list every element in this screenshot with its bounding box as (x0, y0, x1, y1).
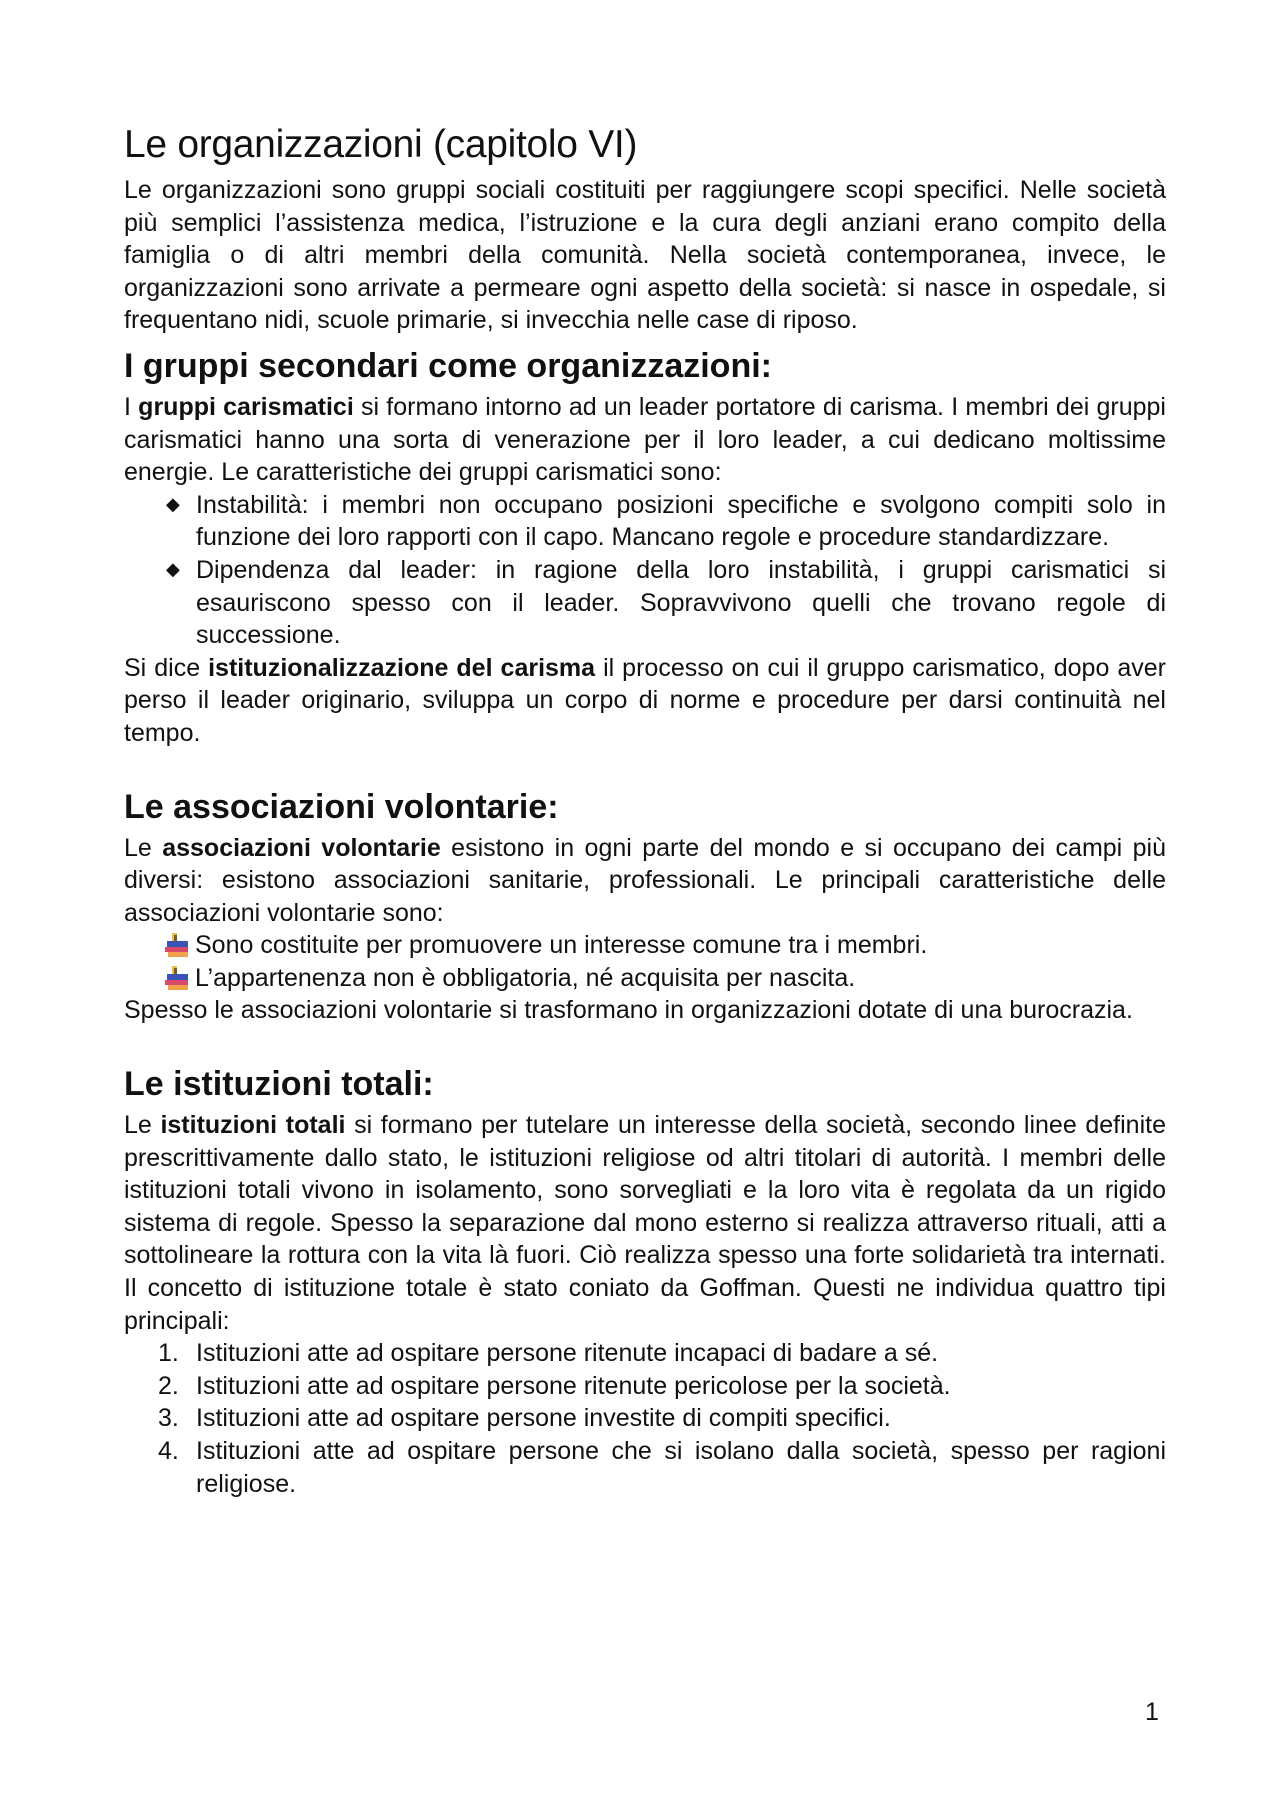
associazioni-paragraph: Le associazioni volontarie esistono in ogni parte del mondo e si occupano dei campi più diversi: esistono associazioni sanitarie, professionali. Le principali caratteristiche delle associazioni volontarie sono: (124, 833, 1166, 927)
list-item: Sono costituite per promuovere un interesse comune tra i membri. (195, 929, 1166, 962)
book-stack-bullet-icon (163, 965, 191, 992)
associazioni-bullet-list (124, 929, 1166, 994)
bold-term: gruppi carismatici (138, 392, 354, 421)
istituzioni-paragraph: Le istituzioni totali si formano per tutelare un interesse della società, secondo linee definite prescrittivamente dallo stato, le istituzioni religiose od altri titolari di autorità. I membri delle istituzioni totali vivono in isolamento, sono sorvegliati e la loro vita è regolata da un rigido sistema di regole. Spesso la separazione dal mono esterno si realizza attraverso rituali, atti a sottolineare la rottura con la vita là fuori. Ciò realizza spesso una forte solidarietà tra internati. Il concetto di istituzione totale è stato coniato da Goffman. Questi ne individua quattro tipi principali: (124, 1111, 1166, 1335)
list-item: 4. Istituzioni atte ad ospitare persone che si isolano dalla società, spesso per ragioni religiose. (158, 1437, 1166, 1498)
list-item: 2. Istituzioni atte ad ospitare persone ritenute pericolose per la società. (158, 1371, 951, 1400)
associazioni-burocrazia-paragraph: Spesso le associazioni volontarie si trasformano in organizzazioni dotate di una burocrazia. (124, 996, 1133, 1025)
section-heading-gruppi-secondari: I gruppi secondari come organizzazioni: (124, 346, 772, 385)
bold-term: istituzionalizzazione del carisma (208, 653, 596, 682)
bold-term: associazioni volontarie (162, 833, 441, 862)
istituzioni-numbered-list (124, 1337, 1166, 1500)
list-item: ◆ Instabilità: i membri non occupano posizioni specifiche e svolgono compiti solo in funzione dei loro rapporti con il capo. Mancano regole e procedure standardizzare. (196, 489, 1166, 554)
section-heading-istituzioni-totali: Le istituzioni totali: (124, 1065, 434, 1104)
list-item: ◆ Dipendenza dal leader: in ragione della loro instabilità, i gruppi carismatici si esauriscono spesso con il leader. Sopravvivono quelli che trovano regole di successione. (196, 554, 1166, 652)
istituzionalizzazione-paragraph: Si dice istituzionalizzazione del carisma il processo on cui il gruppo carismatico, dopo aver perso il leader originario, sviluppa un corpo di norme e procedure per darsi continuità nel tempo. (124, 653, 1167, 747)
diamond-bullet-icon: ◆ (166, 493, 180, 514)
list-item: 3. Istituzioni atte ad ospitare persone investite di compiti specifici. (158, 1404, 891, 1433)
section-heading-associazioni: Le associazioni volontarie: (124, 787, 559, 826)
carismatici-paragraph: I gruppi carismatici si formano intorno ad un leader portatore di carisma. I membri dei gruppi carismatici hanno una sorta di venerazione per il loro leader, a cui dedicano moltissime energie. Le caratteristiche dei gruppi carismatici sono: (124, 392, 1166, 487)
diamond-bullet-icon: ◆ (166, 558, 180, 579)
document-page (124, 120, 1166, 1500)
book-stack-bullet-icon (163, 932, 191, 959)
page-title: Le organizzazioni (capitolo VI) (124, 123, 638, 166)
list-item: L’appartenenza non è obbligatoria, né acquisita per nascita. (195, 962, 1166, 995)
page-number: 1 (1145, 1698, 1159, 1726)
intro-paragraph: Le organizzazioni sono gruppi sociali costituiti per raggiungere scopi specifici. Nelle società più semplici l’assistenza medica, l’istruzione e la cura degli anziani erano compito della famiglia o di altri membri della comunità. Nella società contemporanea, invece, le organizzazioni sono arrivate a permeare ogni aspetto della società: si nasce in ospedale, si frequentano nidi, scuole primarie, si invecchia nelle case di riposo. (124, 176, 1166, 335)
bold-term: istituzioni totali (160, 1111, 346, 1140)
carismatici-bullet-list (124, 489, 1166, 652)
list-item: 1. Istituzioni atte ad ospitare persone ritenute incapaci di badare a sé. (158, 1339, 939, 1368)
